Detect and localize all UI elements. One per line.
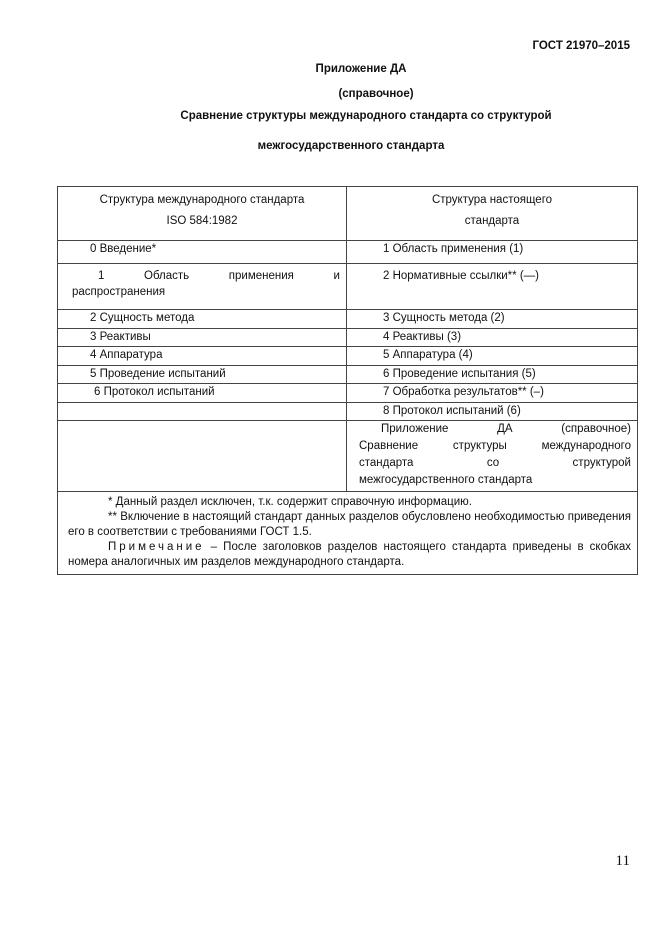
appendix-ref-word: международного [541, 440, 631, 452]
row-left: 2 Сущность метода [58, 310, 347, 329]
table-header-row [58, 187, 638, 241]
table-row [58, 264, 638, 310]
appendix-ref-word: (справочное) [561, 423, 631, 435]
appendix-title: Приложение ДА [315, 63, 407, 75]
table-notes [58, 492, 638, 575]
appendix-ref-line1 [359, 421, 631, 438]
row-left [58, 264, 347, 310]
row-right: 4 Реактивы (3) [347, 328, 638, 347]
note-3-text: – После заголовков разделов настоящего стандарта приведены в скобках номера аналогичных им разделов международного стандарта. [68, 541, 631, 568]
note-3 [68, 540, 631, 570]
row-left: 0 Введение* [58, 241, 347, 264]
appendix-heading-line1: Сравнение структуры международного стандарта со структурой [180, 110, 552, 122]
appendix-ref-word: структуры [452, 440, 507, 452]
scope-continuation: распространения [72, 285, 166, 298]
page-number: 11 [615, 853, 630, 869]
row-left [58, 421, 347, 492]
appendix-ref-word: ДА [497, 423, 513, 435]
row-right: 1 Область применения (1) [347, 241, 638, 264]
header-current-line2: стандарта [464, 215, 520, 227]
appendix-type: (справочное) [338, 88, 414, 100]
appendix-ref-word: структурой [572, 457, 631, 469]
header-international-line1: Структура международного стандарта [99, 194, 305, 206]
row-right: 2 Нормативные ссылки** (—) [347, 264, 638, 310]
row-right: 6 Проведение испытания (5) [347, 365, 638, 384]
appendix-ref-line4: межгосударственного стандарта [359, 474, 533, 486]
header-current [347, 187, 638, 241]
comparison-table [57, 186, 638, 575]
appendix-ref-word: стандарта [359, 457, 414, 469]
header-current-line1: Структура настоящего [431, 194, 553, 206]
appendix-ref-line2 [359, 438, 631, 455]
appendix-ref-word: Приложение [381, 423, 449, 435]
table-row [58, 241, 638, 264]
row-left: 6 Протокол испытаний [58, 384, 347, 403]
table-row [58, 365, 638, 384]
table-row [58, 402, 638, 421]
appendix-heading-line2: межгосударственного стандарта [257, 140, 445, 152]
table-row [58, 328, 638, 347]
row-left: 5 Проведение испытаний [58, 365, 347, 384]
row-right: 5 Аппаратура (4) [347, 347, 638, 366]
header-international-line2: ISO 584:1982 [166, 215, 238, 227]
row-left: 4 Аппаратура [58, 347, 347, 366]
row-right: 3 Сущность метода (2) [347, 310, 638, 329]
table-notes-row [58, 492, 638, 575]
note-label: Примечание [108, 541, 205, 553]
scope-word: Область [144, 270, 190, 282]
table-row [58, 384, 638, 403]
header-international [58, 187, 347, 241]
row-left [58, 402, 347, 421]
appendix-ref-line3 [359, 455, 631, 472]
note-1: * Данный раздел исключен, т.к. содержит справочную информацию. [108, 496, 472, 508]
row-right: 7 Обработка результатов** (–) [347, 384, 638, 403]
scope-word: 1 [98, 270, 105, 282]
appendix-reference-cell [347, 421, 638, 492]
table-row [58, 347, 638, 366]
scope-word: применения [228, 270, 294, 282]
table-row [58, 421, 638, 492]
row-left: 3 Реактивы [58, 328, 347, 347]
appendix-ref-word: со [486, 457, 500, 469]
table-row [58, 310, 638, 329]
note-2: ** Включение в настоящий стандарт данных разделов обусловлено необходимостью приведения его в соответствии с требованиями ГОСТ 1.5. [68, 511, 631, 538]
row-right: 8 Протокол испытаний (6) [347, 402, 638, 421]
document-code: ГОСТ 21970–2015 [532, 40, 630, 52]
appendix-ref-word: Сравнение [359, 440, 419, 452]
scope-word: и [333, 270, 340, 282]
